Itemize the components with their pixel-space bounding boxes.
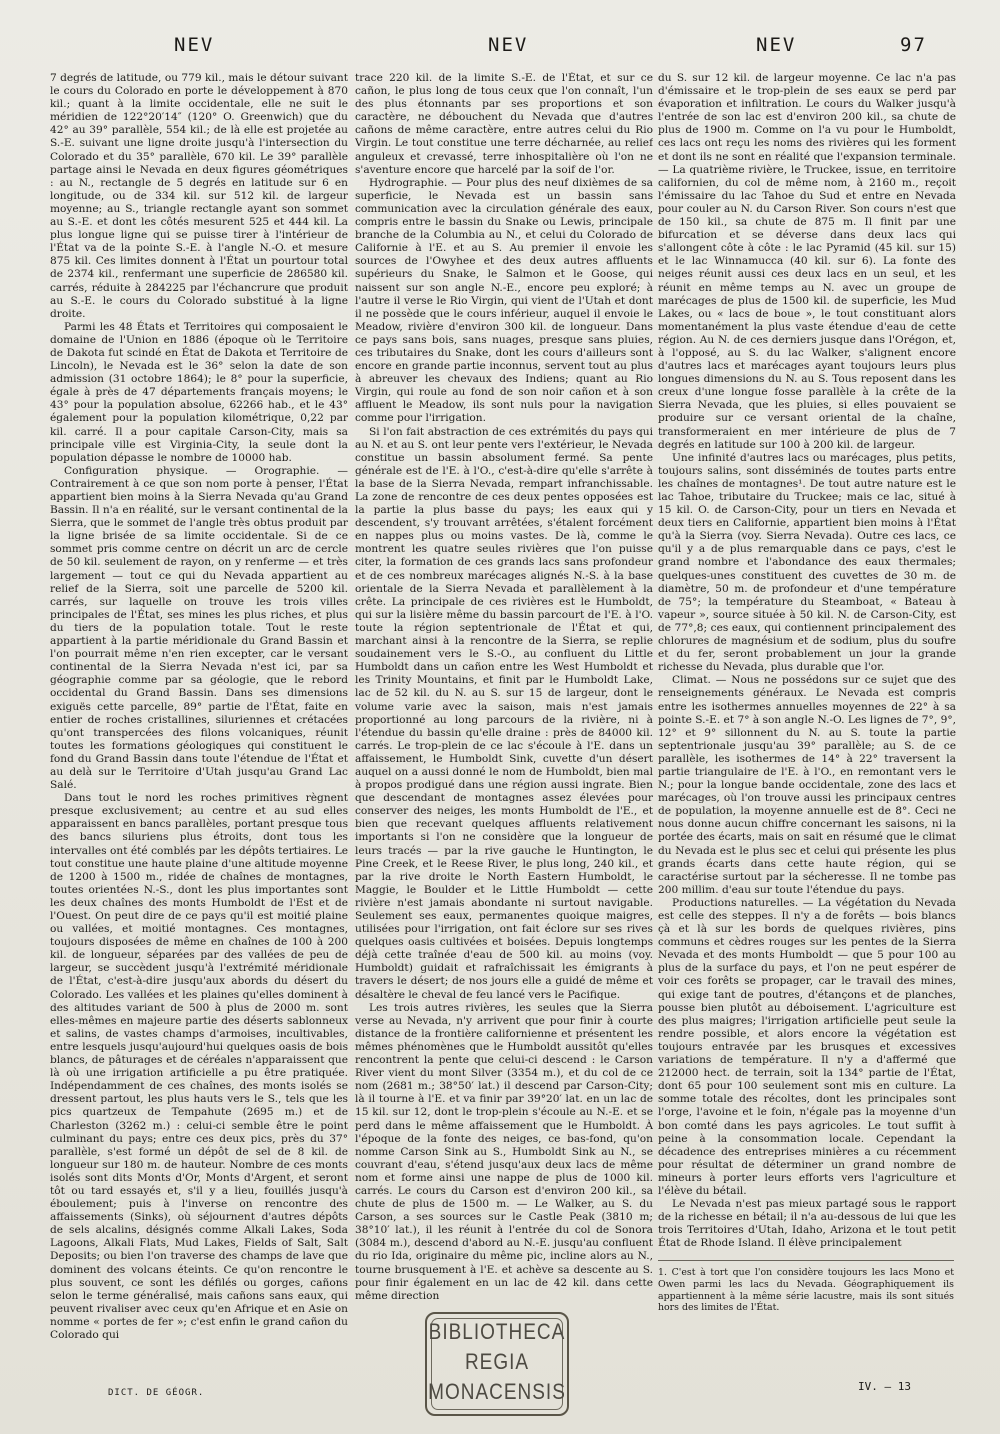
paragraph: Productions naturelles. — La végétation du Nevada est celle des steppes. Il n'y a de forêts — bois blancs çà et là sur les bords de quelques rivières, pins communs et cèdres rouges sur les pentes de la Sierra Nevada et des monts Humboldt — que 5 pour 100 au plus de la surface du pays, et l'on ne peut espérer de voir ces forêts se propager, car le travail des mines, qui exige tant de poutres, d'étançons et de planches, pousse bien plutôt au déboisement. L'agriculture est des plus maigres; l'irrigation artificielle peut seule la rendre possible, et alors encore la végétation est toujours entravée par les brusques et excessives variations de température. Il n'y a d'affermé que 212000 hect. de terrain, soit la 134° partie de l'État, dont 65 pour 100 seulement sont mis en culture. La somme totale des récoltes, dont les principales sont l'orge, l'avoine et le foin, n'égale pas la moyenne d'un bon comté dans les pays agricoles. Le tout suffit à peine à la consommation locale. Cependant la décadence des entreprises minières a cu récemment pour résultat de déterminer un grand nombre de mineurs à porter leurs efforts vers l'agriculture et l'élève du bétail. bbox=[658, 896, 956, 1197]
paragraph: trace 220 kil. de la limite S.-E. de l'État, et sur ce cañon, le plus long de tous ceux que l'on connaît, l'un des plus étonnants par ses proportions et son caractère, ne débouchent du Nevada que d'autres cañons de même caractère, entre autres celui du Rio Virgin. Le tout constitue une terre décharnée, au relief anguleux et crevassé, terre inhospitalière où l'on ne s'aventure encore que harcelé par la soif de l'or. bbox=[355, 72, 653, 176]
footer-signature: DICT. DE GÉOGR. bbox=[108, 1388, 205, 1398]
paragraph: Dans tout le nord les roches primitives règnent presque exclusivement; au centre et au sud elles apparaissent en bancs parallèles, portant presque tous des bancs siluriens plus étroits, dont tous les intervalles ont été comblés par les dépôts tertiaires. Le tout constitue une haute plaine d'une altitude moyenne de 1200 à 1500 m., ridée de chaînes de montagnes, toutes orientées N.-S., dont les plus importantes sont les deux chaînes des monts Humboldt de l'Est et de l'Ouest. On peut dire de ce pays qu'il est moitié plaine ou vallées, et moitié montagnes. Ces montagnes, toujours disposées de même en chaînes de 100 à 200 kil. de longueur, séparées par des vallées de peu de largeur, se succèdent jusqu'à l'extrémité méridionale de l'État, c'est-à-dire jusqu'aux abords du désert du Colorado. Les vallées et les plaines qu'elles dominent à des altitudes variant de 500 à plus de 2000 m. sont elles-mêmes en majeure partie des déserts sablonneux et salins, de vastes champs d'armoises, incultivables, entre lesquels jusqu'aujourd'hui quelques oasis de bois blancs, de pâturages et de céréales n'apparaissent que là où une irrigation artificielle a pu être pratiquée. Indépendamment de ces chaînes, des monts isolés se dressent partout, les plus hauts vers le S., tels que les pics quartzeux de Tempahute (2695 m.) et de Charleston (3262 m.) : celui-ci semble être le point culminant du pays; entre ces deux pics, près du 37° parallèle, s'est formé un dépôt de sel de 8 kil. de longueur sur 180 m. de hauteur. Nombre de ces monts isolés sont dits Monts d'Or, Monts d'Argent, et seront tôt ou tard essayés et, s'il y a lieu, fouillés jusqu'à éboulement; puis à l'inverse on rencontre des affaissements (Sinks), où séjournent d'autres dépôts de sels alcalins, désignés comme Alkali Lakes, Soda Lagoons, Alkali Flats, Mud Lakes, Fields of Salt, Salt Deposits; ou bien l'on traverse des champs de lave que dominent des volcans éteints. Ce qu'on rencontre le plus souvent, ce sont les défilés ou gorges, cañons selon le terme généralisé, mais cañons sans eaux, qui peuvent rivaliser avec ceux qu'en Afrique et en Asie on nomme « portes de fer »; c'est enfin le grand cañon du Colorado qui bbox=[50, 792, 348, 1341]
paragraph: Configuration physique. — Orographie. — Contrairement à ce que son nom porte à penser, l'État appartient bien moins à la Sierra Nevada qu'au Grand Bassin. Il n'a en réalité, sur le versant continental de la Sierra, que le sommet de l'angle très obtus produit par la ligne brisée de sa limite occidentale. Si de ce sommet pris comme centre on décrit un arc de cercle de 50 kil. seulement de rayon, on y renferme — et très largement — tout ce qui du Nevada appartient au relief de la Sierra, soit une parcelle de 5200 kil. carrés, sur laquelle on trouve les trois villes principales de l'État, ses mines les plus riches, et plus du tiers de la population totale. Tout le reste appartient à la partie méridionale du Grand Bassin et l'on pourrait même n'en rien excepter, car le versant continental de la Sierra Nevada n'est ici, par sa géographie comme par sa géologie, que le rebord occidental du Grand Bassin. Dans ses dimensions exiguës cette parcelle, 89° partie de l'État, faite en entier de roches cristallines, siluriennes et crétacées qu'ont transpercées des filons volcaniques, réunit toutes les formations géologiques qui constituent le fond du Grand Bassin dans toute l'étendue de l'État et au delà sur le Territoire d'Utah jusqu'au Grand Lac Salé. bbox=[50, 464, 348, 792]
stamp-line-2: REGIA bbox=[464, 1350, 530, 1375]
text-column-3 bbox=[658, 72, 956, 1384]
footer-volume-sheet: IV. — 13 bbox=[858, 1380, 911, 1393]
header-center-word: NEV bbox=[488, 34, 529, 56]
paragraph: du S. sur 12 kil. de largeur moyenne. Ce lac n'a pas d'émissaire et le trop-plein de ses eaux se perd par évaporation et infiltration. Le cours du Walker jusqu'à l'entrée de son lac est d'environ 200 kil., sa chute de plus de 1900 m. Comme on l'a vu pour le Humboldt, ces lacs ont reçu les noms des rivières qui les forment et dont ils ne sont en réalité que l'expansion terminale. — La quatrième rivière, le Truckee, issue, en territoire californien, du col de même nom, à 2160 m., reçoit l'émissaire du lac Tahoe du Sud et entre en Nevada pour couler au N. du Carson River. Son cours n'est que de 150 kil., sa chute de 875 m. Il finit par une bifurcation et se déverse dans deux lacs qui s'allongent côte à côte : le lac Pyramid (45 kil. sur 15) et le lac Winnamucca (40 kil. sur 6). La fonte des neiges réunit aussi ces deux lacs en un seul, et les réunit en même temps au N. avec un groupe de marécages de plus de 1500 kil. de superficie, les Mud Lakes, ou « lacs de boue », le tout constituant alors momentanément la plus vaste étendue d'eau de cette région. Au N. de ces derniers jusque dans l'Orégon, et, à l'opposé, au S. du lac Walker, s'alignent encore d'autres lacs et marécages ayant toujours leurs plus longues dimensions du N. au S. Tous reposent dans les creux d'une longue fosse parallèle à la crête de la Sierra Nevada, que les pluies, si elles pouvaient se produire sur ce versant oriental de la chaîne, transformeraient en mer intérieure de plus de 7 degrés en latitude sur 100 à 200 kil. de largeur. bbox=[658, 72, 956, 451]
text-column-2 bbox=[355, 72, 653, 1384]
stamp-line-3: MONACENSIS bbox=[428, 1380, 566, 1405]
paragraph: Hydrographie. — Pour plus des neuf dixièmes de sa superficie, le Nevada est un bassin sans communication avec la circulation générale des eaux, compris entre le bassin du Snake ou Lewis, principale branche de la Columbia au N., et celui du Colorado de Californie à l'E. et au S. Au premier il envoie les sources de l'Owyhee et des deux autres affluents supérieurs du Snake, le Salmon et le Goose, qui naissent sur son angle N.-E., encore peu exploré; à l'autre il verse le Rio Virgin, qui vient de l'Utah et dont il ne possède que le cours inférieur, auquel il envoie le Meadow, rivière d'environ 300 kil. de longueur. Dans ce pays sans bois, sans nuages, presque sans pluies, ces tributaires du Snake, dont les cours d'ailleurs sont encore en grande partie inconnus, servent tout au plus à abreuver les chevaux des Indiens; quant au Rio Virgin, qui roule au fond de son noir cañon et à son affluent le Meadow, ils sont nuls pour la navigation comme pour l'irrigation. bbox=[355, 176, 653, 425]
text-column-1 bbox=[50, 72, 348, 1384]
header-right-word: NEV bbox=[756, 34, 797, 56]
header-left-word: NEV bbox=[174, 34, 215, 56]
paragraph: Climat. — Nous ne possédons sur ce sujet que des renseignements généraux. Le Nevada est compris entre les isothermes annuelles moyennes de 22° à sa pointe S.-E. et 7° à son angle N.-O. Les lignes de 7°, 9°, 12° et 9° sillonnent du N. au S. toute la partie septentrionale jusqu'au 39° parallèle; au S. de ce parallèle, les isothermes de 14° à 22° traversent la partie triangulaire de l'E. à l'O., en remontant vers le N.; pour la longue bande occidentale, zone des lacs et marécages, où l'on trouve aussi les principaux centres de population, la moyenne annuelle est de 8°. Ceci ne nous donne aucun chiffre concernant les saisons, ni la portée des écarts, mais on sait en résumé que le climat du Nevada est le plus sec et celui qui présente les plus grands écarts dans cette haute région, qui se caractérise surtout par la sécheresse. Il ne tombe pas 200 millim. d'eau sur toute l'étendue du pays. bbox=[658, 674, 956, 896]
paragraph: Le Nevada n'est pas mieux partagé sous le rapport de la richesse en bétail; il n'a au-dessous de lui que les trois Territoires d'Utah, Idaho, Arizona et le tout petit État de Rhode Island. Il élève principalement bbox=[658, 1198, 956, 1250]
paragraph: 7 degrés de latitude, ou 779 kil., mais le détour suivant le cours du Colorado en porte le développement à 870 kil.; quant à la limite occidentale, elle ne suit le méridien de 122°20′14″ (120° O. Greenwich) que du 42° au 39° parallèle, 554 kil.; de là elle est projetée au S.-E. suivant une ligne droite jusqu'à l'intersection du Colorado et du 35° parallèle, 670 kil. Le 39° parallèle partage ainsi le Nevada en deux figures géométriques : au N., rectangle de 5 degrés en latitude sur 6 en longitude, ou de 334 kil. sur 512 kil. de largeur moyenne; au S., triangle rectangle ayant son sommet au S.-E. et dont les côtés mesurent 525 et 444 kil. La plus longue ligne qui se puisse tirer à l'intérieur de l'État va de la pointe S.-E. à l'angle N.-O. et mesure 875 kil. Ces limites donnent à l'État un pourtour total de 2374 kil., renfermant une superficie de 286580 kil. carrés, réduite à 284225 par l'échancrure que produit au S.-E. le cours du Colorado substitué à la ligne droite. bbox=[50, 72, 348, 320]
paragraph: Les trois autres rivières, les seules que la Sierra verse au Nevada, n'y arrivent que pour finir à courte distance de la frontière californienne et présentent les mêmes phénomènes que le Humboldt aussitôt qu'elles rencontrent la pente que celui-ci descend : le Carson River vient du mont Silver (3354 m.), et du col de ce nom (2681 m.; 38°50′ lat.) il descend par Carson-City; là il tourne à l'E. et va finir par 39°20′ lat. en un lac de 15 kil. sur 12, dont le trop-plein s'écoule au N.-E. et se perd dans le même affaissement que le Humboldt. À l'époque de la fonte des neiges, ce bas-fond, qu'on nomme Carson Sink au S., Humboldt Sink au N., se couvrant d'eau, s'étend jusqu'aux deux lacs de même nom et forme ainsi une nappe de plus de 1000 kil. carrés. Le cours du Carson est d'environ 200 kil., sa chute de plus de 1500 m. — Le Walker, au S. du Carson, a ses sources sur le Castle Peak (3810 m; 38°10′ lat.), il les réunit à l'entrée du col de Sonora (3084 m.), descend d'abord au N.-E. jusqu'au confluent du rio Ida, originaire du même pic, incline alors au N., tourne brusquement à l'E. et achève sa descente au S. pour finir également en un lac de 42 kil. dans cette même direction bbox=[355, 1001, 653, 1302]
paragraph: Une infinité d'autres lacs ou marécages, plus petits, toujours salins, sont disséminés de toutes parts entre les chaînes de montagnes¹. De tout autre nature est le lac Tahoe, tributaire du Truckee; mais ce lac, situé à 15 kil. O. de Carson-City, pour un tiers en Nevada et deux tiers en Californie, appartient bien moins à l'État qu'à la Sierra (voy. Sierra Nevada). Outre ces lacs, ce qu'il y a de plus remarquable dans ce pays, c'est le grand nombre et l'abondance des eaux thermales; quelques-unes constituent des cuvettes de 30 m. de diamètre, 50 m. de profondeur et d'une température de 75°; la température du Steamboat, « Bateau à vapeur », source située à 50 kil. N. de Carson-City, est de 77°,8; ces eaux, qui contiennent principalement des chlorures de magnésium et de sodium, plus du soufre et du fer, seront probablement un jour la grande richesse du Nevada, plus durable que l'or. bbox=[658, 451, 956, 674]
library-stamp bbox=[425, 1312, 569, 1416]
page-number: 97 bbox=[900, 34, 927, 56]
running-header bbox=[40, 34, 960, 64]
stamp-line-1: BIBLIOTHECA bbox=[428, 1320, 566, 1345]
paragraph: Si l'on fait abstraction de ces extrémités du pays qui au N. et au S. ont leur pente vers l'extérieur, le Nevada constitue un bassin absolument fermé. Sa pente générale est de l'E. à l'O., c'est-à-dire qu'elle s'arrête à la base de la Sierra Nevada, rempart infranchissable. La zone de rencontre de ces deux pentes opposées est la partie la plus basse du pays; les eaux qui y descendent, s'y trouvant arrêtées, s'étalent forcément en nappes plus ou moins vastes. De là, comme le montrent les quatre seules rivières que l'on puisse citer, la formation de ces grands lacs sans profondeur et de ces nombreux marécages alignés N.-S. à la base orientale de la Sierra Nevada et parallèlement à la crête. La principale de ces rivières est le Humboldt, qui sur la lisière même du bassin parcourt de l'E. à l'O. toute la région septentrionale de l'État et qui, marchant ainsi à la rencontre de la Sierra, se replie soudainement vers le S.-O., au confluent du Little Humboldt dans un cañon entre les West Humboldt et les Trinity Mountains, et finit par le Humboldt Lake, lac de 52 kil. du N. au S. sur 15 de largeur, dont le volume varie avec la saison, mais n'est jamais proportionné au long parcours de la rivière, ni à l'étendue du bassin qu'elle draine : près de 84000 kil. carrés. Le trop-plein de ce lac s'écoule à l'E. dans un affaissement, le Humboldt Sink, cuvette d'un désert auquel on a aussi donné le nom de Humboldt, bien mal à propos prodigué dans une région aussi ingrate. Bien que descendant de montagnes assez élevées pour conserver des neiges, les monts Humboldt de l'E., et bien que recevant quelques affluents relativement importants si l'on ne considère que la longueur de leurs tracés — par la rive gauche le Huntington, le Pine Creek, et le Reese River, le plus long, 240 kil., et par la rive droite le North Eastern Humboldt, le Maggie, le Boulder et le Little Humboldt — cette rivière n'est jamais abondante ni surtout navigable. Seulement ses eaux, permanentes quoique maigres, utilisées pour l'irrigation, ont fait éclore sur ses rives quelques oasis cultivées et boisées. Depuis longtemps déjà cette traînée d'eau de 500 kil. au moins (voy. Humboldt) guidait et rafraîchissait les émigrants à travers le désert; de nos jours elle a guidé de même et désaltère le cheval de feu lancé vers le Pacifique. bbox=[355, 425, 653, 1001]
paragraph: Parmi les 48 États et Territoires qui composaient le domaine de l'Union en 1886 (époque où le Territoire de Dakota fut scindé en État de Dakota et Territoire de Lincoln), le Nevada est le 36° selon la date de son admission (31 octobre 1864); le 8° pour la superficie, égale à près de 47 départements français moyens; le 43° pour la population absolue, 62266 hab., et le 43° également pour la population kilométrique, 0,22 par kil. carré. Il a pour capitale Carson-City, mais sa principale ville est Virginia-City, la seule dont la population dépasse le nombre de 10000 hab. bbox=[50, 320, 348, 464]
footnote: 1. C'est à tort que l'on considère toujours les lacs Mono et Owen parmi les lacs du Nevada. Géographiquement ils appartiennent à la même série lacustre, mais ils sont situés hors des limites de l'État. bbox=[658, 1260, 954, 1313]
